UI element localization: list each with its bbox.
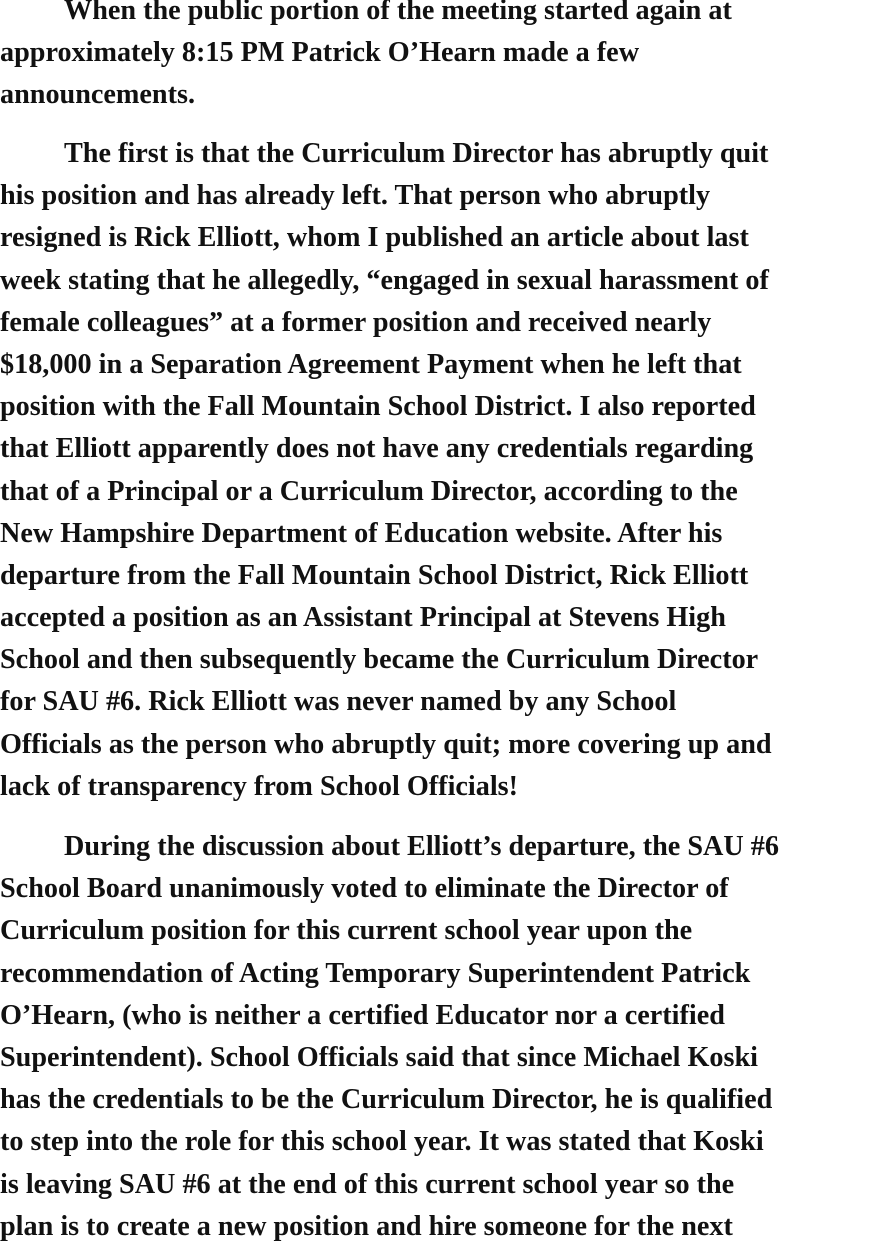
text-line: The first is that the Curriculum Director has abruptly quit xyxy=(64,138,769,169)
text-line: recommendation of Acting Temporary Superintendent Patrick xyxy=(0,957,751,989)
text-line: announcements. xyxy=(0,79,195,111)
paragraph-position-eliminated xyxy=(0,826,779,1245)
text-line: School Board unanimously voted to eliminate the Director of xyxy=(0,873,729,905)
text-line: resigned is Rick Elliott, whom I published an article about last xyxy=(0,222,749,254)
text-line: $18,000 in a Separation Agreement Payment when he left that xyxy=(0,348,742,380)
text-line: week stating that he allegedly, “engaged in sexual harassment of xyxy=(0,264,769,296)
text-line: has the credentials to be the Curriculum Director, he is qualified xyxy=(0,1084,773,1116)
text-line: O’Hearn, (who is neither a certified Educator nor a certified xyxy=(0,999,725,1031)
text-line: approximately 8:15 PM Patrick O’Hearn made a few xyxy=(0,37,640,69)
text-line: departure from the Fall Mountain School District, Rick Elliott xyxy=(0,559,749,591)
text-line: Superintendent). School Officials said that since Michael Koski xyxy=(0,1041,758,1073)
text-line: his position and has already left. That person who abruptly xyxy=(0,180,711,212)
paragraph-curriculum-director-quit xyxy=(0,133,772,808)
text-line: School and then subsequently became the Curriculum Director xyxy=(0,644,759,676)
text-line: is leaving SAU #6 at the end of this current school year so the xyxy=(0,1168,735,1200)
text-line: lack of transparency from School Officials! xyxy=(0,770,519,802)
text-line: During the discussion about Elliott’s departure, the SAU #6 xyxy=(64,831,779,862)
text-line: Curriculum position for this current school year upon the xyxy=(0,915,693,947)
text-line: accepted a position as an Assistant Principal at Stevens High xyxy=(0,602,726,634)
text-line: When the public portion of the meeting started again at xyxy=(64,0,732,26)
text-line: Officials as the person who abruptly quit; more covering up and xyxy=(0,728,772,760)
text-line: position with the Fall Mountain School District. I also reported xyxy=(0,391,756,423)
text-line: for SAU #6. Rick Elliott was never named by any School xyxy=(0,686,677,718)
text-line: New Hampshire Department of Education website. After his xyxy=(0,517,723,549)
text-line: to step into the role for this school year. It was stated that Koski xyxy=(0,1126,764,1158)
text-line: female colleagues” at a former position and received nearly xyxy=(0,306,712,338)
paragraph-meeting-resumed xyxy=(0,0,732,117)
text-line: plan is to create a new position and hire someone for the next xyxy=(0,1210,733,1242)
text-line: that of a Principal or a Curriculum Director, according to the xyxy=(0,475,738,507)
text-line: that Elliott apparently does not have any credentials regarding xyxy=(0,433,754,465)
